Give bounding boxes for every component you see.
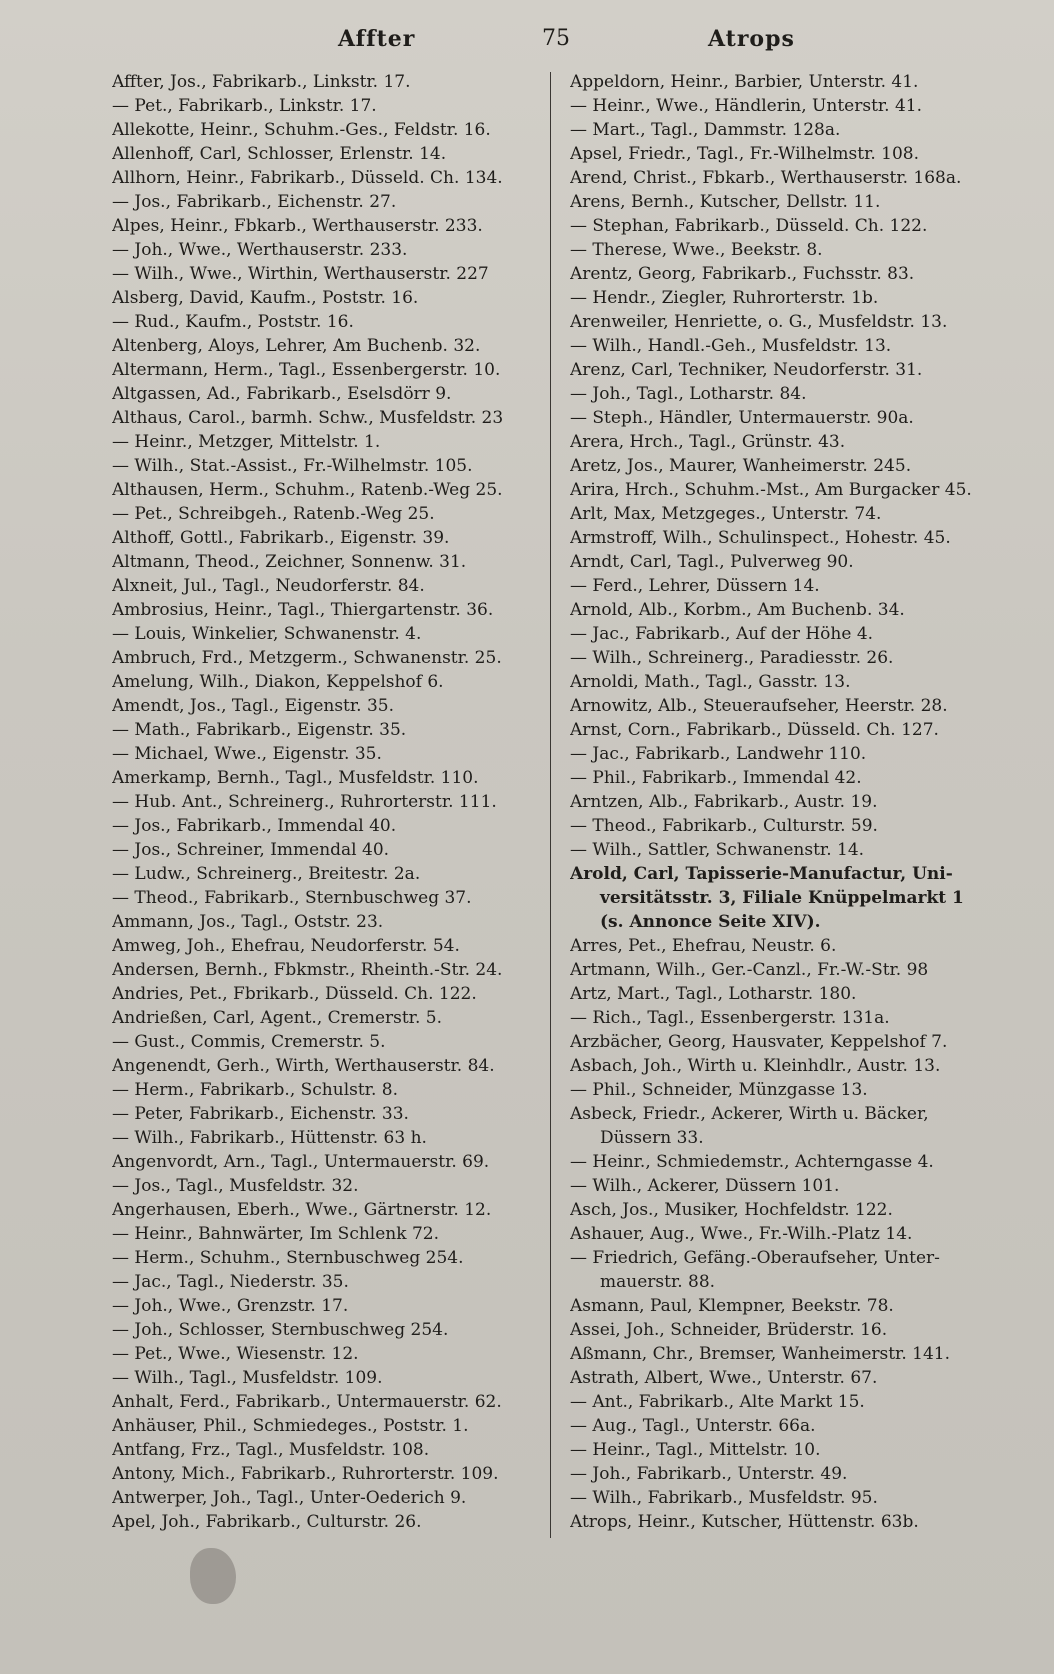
directory-entry: — Phil., Schneider, Münzgasse 13.: [570, 1080, 868, 1100]
directory-entry: Aßmann, Chr., Bremser, Wanheimerstr. 141.: [570, 1344, 950, 1364]
directory-entry: Arnst, Corn., Fabrikarb., Düsseld. Ch. 127.: [570, 720, 939, 740]
directory-entry: Althaus, Carol., barmh. Schw., Musfeldstr. 23: [112, 408, 504, 428]
directory-entry: Armstroff, Wilh., Schulinspect., Hohestr. 45.: [570, 528, 951, 548]
directory-entry: Asbeck, Friedr., Ackerer, Wirth u. Bäcker,: [570, 1104, 929, 1124]
directory-entry: Artz, Mart., Tagl., Lotharstr. 180.: [570, 984, 857, 1004]
directory-entry: Angenendt, Gerh., Wirth, Werthauserstr. 84.: [112, 1056, 495, 1076]
directory-entry: Altermann, Herm., Tagl., Essenbergerstr. 10.: [112, 360, 501, 380]
directory-entry: — Joh., Schlosser, Sternbuschweg 254.: [112, 1320, 449, 1340]
directory-entry: — Ant., Fabrikarb., Alte Markt 15.: [570, 1392, 865, 1412]
directory-entry: — Wilh., Tagl., Musfeldstr. 109.: [112, 1368, 383, 1388]
directory-entry: Atrops, Heinr., Kutscher, Hüttenstr. 63b.: [570, 1512, 919, 1532]
directory-entry: — Rich., Tagl., Essenbergerstr. 131a.: [570, 1008, 890, 1028]
directory-entry: — Wilh., Wwe., Wirthin, Werthauserstr. 227: [112, 264, 489, 284]
directory-entry: Althoff, Gottl., Fabrikarb., Eigenstr. 39.: [112, 528, 450, 548]
directory-entry: — Aug., Tagl., Unterstr. 66a.: [570, 1416, 816, 1436]
directory-entry: (s. Annonce Seite XIV).: [600, 912, 821, 932]
directory-entry: — Heinr., Schmiedemstr., Achterngasse 4.: [570, 1152, 934, 1172]
directory-entry: Arold, Carl, Tapisserie-Manufactur, Uni-: [570, 864, 953, 884]
directory-entry: — Jac., Tagl., Niederstr. 35.: [112, 1272, 349, 1292]
directory-entry: — Phil., Fabrikarb., Immendal 42.: [570, 768, 862, 788]
directory-entry: — Wilh., Schreinerg., Paradiesstr. 26.: [570, 648, 894, 668]
directory-entry: — Joh., Fabrikarb., Unterstr. 49.: [570, 1464, 848, 1484]
header-left-word: Affter: [338, 26, 416, 52]
directory-entry: Alsberg, David, Kaufm., Poststr. 16.: [112, 288, 419, 308]
directory-entry: — Hendr., Ziegler, Ruhrorterstr. 1b.: [570, 288, 879, 308]
directory-entry: — Heinr., Bahnwärter, Im Schlenk 72.: [112, 1224, 439, 1244]
directory-entry: — Joh., Tagl., Lotharstr. 84.: [570, 384, 807, 404]
directory-entry: Allekotte, Heinr., Schuhm.-Ges., Feldstr. 16.: [112, 120, 491, 140]
directory-entry: Arntzen, Alb., Fabrikarb., Austr. 19.: [570, 792, 878, 812]
directory-entry: — Friedrich, Gefäng.-Oberaufseher, Unter-: [570, 1248, 940, 1268]
directory-entry: — Jac., Fabrikarb., Landwehr 110.: [570, 744, 867, 764]
directory-entry: — Jos., Fabrikarb., Eichenstr. 27.: [112, 192, 397, 212]
directory-entry: Antony, Mich., Fabrikarb., Ruhrorterstr. 109.: [112, 1464, 499, 1484]
directory-entry: Allenhoff, Carl, Schlosser, Erlenstr. 14.: [112, 144, 447, 164]
directory-entry: Altenberg, Aloys, Lehrer, Am Buchenb. 32.: [112, 336, 481, 356]
directory-entry: Asch, Jos., Musiker, Hochfeldstr. 122.: [570, 1200, 893, 1220]
directory-entry: — Ludw., Schreinerg., Breitestr. 2a.: [112, 864, 421, 884]
directory-entry: Anhalt, Ferd., Fabrikarb., Untermauerstr. 62.: [112, 1392, 502, 1412]
directory-entry: — Joh., Wwe., Werthauserstr. 233.: [112, 240, 408, 260]
directory-entry: Antfang, Frz., Tagl., Musfeldstr. 108.: [112, 1440, 430, 1460]
directory-entry: Arndt, Carl, Tagl., Pulverweg 90.: [570, 552, 854, 572]
directory-entry: — Louis, Winkelier, Schwanenstr. 4.: [112, 624, 422, 644]
directory-entry: Anhäuser, Phil., Schmiedeges., Poststr. 1.: [112, 1416, 469, 1436]
directory-entry: — Wilh., Fabrikarb., Musfeldstr. 95.: [570, 1488, 878, 1508]
directory-entry: Affter, Jos., Fabrikarb., Linkstr. 17.: [112, 72, 411, 92]
directory-entry: Düssern 33.: [600, 1128, 704, 1148]
directory-entry: — Joh., Wwe., Grenzstr. 17.: [112, 1296, 349, 1316]
page-header: [0, 22, 1054, 56]
ink-stain: [190, 1548, 236, 1604]
left-column: [112, 70, 532, 1540]
directory-entry: Arlt, Max, Metzgeges., Unterstr. 74.: [570, 504, 882, 524]
directory-entry: Asbach, Joh., Wirth u. Kleinhdlr., Austr. 13.: [570, 1056, 941, 1076]
directory-entry: — Pet., Wwe., Wiesenstr. 12.: [112, 1344, 359, 1364]
directory-entry: Andrießen, Carl, Agent., Cremerstr. 5.: [112, 1008, 442, 1028]
directory-entry: Apel, Joh., Fabrikarb., Culturstr. 26.: [112, 1512, 422, 1532]
directory-entry: — Wilh., Stat.-Assist., Fr.-Wilhelmstr. 105.: [112, 456, 473, 476]
directory-entry: — Math., Fabrikarb., Eigenstr. 35.: [112, 720, 407, 740]
directory-entry: Angerhausen, Eberh., Wwe., Gärtnerstr. 12.: [112, 1200, 492, 1220]
directory-entry: Altmann, Theod., Zeichner, Sonnenw. 31.: [112, 552, 467, 572]
directory-entry: Arenz, Carl, Techniker, Neudorferstr. 31.: [570, 360, 923, 380]
right-column: [570, 70, 1000, 1540]
directory-entry: Andries, Pet., Fbrikarb., Düsseld. Ch. 122.: [112, 984, 477, 1004]
directory-entry: mauerstr. 88.: [600, 1272, 716, 1292]
directory-entry: — Stephan, Fabrikarb., Düsseld. Ch. 122.: [570, 216, 928, 236]
directory-entry: Arenweiler, Henriette, o. G., Musfeldstr. 13.: [570, 312, 948, 332]
directory-entry: versitätsstr. 3, Filiale Knüppelmarkt 1: [600, 888, 964, 908]
directory-entry: Arnoldi, Math., Tagl., Gasstr. 13.: [570, 672, 851, 692]
directory-entry: — Herm., Schuhm., Sternbuschweg 254.: [112, 1248, 464, 1268]
directory-entry: — Jos., Schreiner, Immendal 40.: [112, 840, 390, 860]
directory-entry: — Heinr., Metzger, Mittelstr. 1.: [112, 432, 381, 452]
directory-entry: — Jac., Fabrikarb., Auf der Höhe 4.: [570, 624, 874, 644]
directory-entry: Ammann, Jos., Tagl., Oststr. 23.: [112, 912, 384, 932]
directory-entry: — Steph., Händler, Untermauerstr. 90a.: [570, 408, 914, 428]
directory-entry: — Ferd., Lehrer, Düssern 14.: [570, 576, 820, 596]
directory-entry: — Mart., Tagl., Dammstr. 128a.: [570, 120, 841, 140]
directory-entry: — Herm., Fabrikarb., Schulstr. 8.: [112, 1080, 398, 1100]
directory-entry: — Pet., Fabrikarb., Linkstr. 17.: [112, 96, 377, 116]
directory-entry: Arentz, Georg, Fabrikarb., Fuchsstr. 83.: [570, 264, 915, 284]
directory-entry: — Wilh., Ackerer, Düssern 101.: [570, 1176, 840, 1196]
directory-entry: Asmann, Paul, Klempner, Beekstr. 78.: [570, 1296, 894, 1316]
column-divider: [550, 72, 551, 1538]
directory-entry: — Wilh., Fabrikarb., Hüttenstr. 63 h.: [112, 1128, 427, 1148]
directory-entry: Arira, Hrch., Schuhm.-Mst., Am Burgacker 45.: [570, 480, 972, 500]
directory-entry: Amendt, Jos., Tagl., Eigenstr. 35.: [112, 696, 394, 716]
directory-entry: — Wilh., Sattler, Schwanenstr. 14.: [570, 840, 865, 860]
directory-entry: Amweg, Joh., Ehefrau, Neudorferstr. 54.: [112, 936, 460, 956]
directory-entry: Andersen, Bernh., Fbkmstr., Rheinth.-Str. 24.: [112, 960, 503, 980]
directory-entry: — Theod., Fabrikarb., Sternbuschweg 37.: [112, 888, 472, 908]
directory-entry: — Jos., Fabrikarb., Immendal 40.: [112, 816, 397, 836]
directory-entry: Ambruch, Frd., Metzgerm., Schwanenstr. 25.: [112, 648, 502, 668]
directory-entry: Arzbächer, Georg, Hausvater, Keppelshof 7.: [570, 1032, 948, 1052]
directory-entry: — Gust., Commis, Cremerstr. 5.: [112, 1032, 386, 1052]
directory-entry: — Rud., Kaufm., Poststr. 16.: [112, 312, 354, 332]
directory-entry: — Heinr., Tagl., Mittelstr. 10.: [570, 1440, 821, 1460]
directory-entry: Ashauer, Aug., Wwe., Fr.-Wilh.-Platz 14.: [570, 1224, 913, 1244]
directory-entry: — Heinr., Wwe., Händlerin, Unterstr. 41.: [570, 96, 923, 116]
directory-entry: Aretz, Jos., Maurer, Wanheimerstr. 245.: [570, 456, 912, 476]
directory-entry: Althausen, Herm., Schuhm., Ratenb.-Weg 25.: [112, 480, 503, 500]
header-right-word: Atrops: [708, 26, 795, 52]
directory-entry: — Therese, Wwe., Beekstr. 8.: [570, 240, 823, 260]
directory-entry: Arres, Pet., Ehefrau, Neustr. 6.: [570, 936, 837, 956]
directory-entry: Assei, Joh., Schneider, Brüderstr. 16.: [570, 1320, 888, 1340]
directory-entry: Astrath, Albert, Wwe., Unterstr. 67.: [570, 1368, 878, 1388]
directory-entry: Artmann, Wilh., Ger.-Canzl., Fr.-W.-Str. 98: [570, 960, 929, 980]
directory-entry: Arnowitz, Alb., Steueraufseher, Heerstr. 28.: [570, 696, 948, 716]
directory-entry: Arnold, Alb., Korbm., Am Buchenb. 34.: [570, 600, 905, 620]
directory-entry: — Jos., Tagl., Musfeldstr. 32.: [112, 1176, 359, 1196]
directory-entry: Ambrosius, Heinr., Tagl., Thiergartenstr. 36.: [112, 600, 494, 620]
directory-entry: — Theod., Fabrikarb., Culturstr. 59.: [570, 816, 878, 836]
directory-entry: Apsel, Friedr., Tagl., Fr.-Wilhelmstr. 108.: [570, 144, 920, 164]
directory-entry: Allhorn, Heinr., Fabrikarb., Düsseld. Ch. 134.: [112, 168, 503, 188]
directory-entry: Amerkamp, Bernh., Tagl., Musfeldstr. 110.: [112, 768, 479, 788]
directory-entry: Altgassen, Ad., Fabrikarb., Eselsdörr 9.: [112, 384, 452, 404]
directory-entry: Angenvordt, Arn., Tagl., Untermauerstr. 69.: [112, 1152, 490, 1172]
directory-entry: Arend, Christ., Fbkarb., Werthauserstr. 168a.: [570, 168, 962, 188]
directory-entry: Antwerper, Joh., Tagl., Unter-Oederich 9.: [112, 1488, 467, 1508]
page-number: 75: [542, 26, 570, 51]
directory-entry: — Pet., Schreibgeh., Ratenb.-Weg 25.: [112, 504, 435, 524]
directory-entry: — Peter, Fabrikarb., Eichenstr. 33.: [112, 1104, 409, 1124]
directory-entry: — Hub. Ant., Schreinerg., Ruhrorterstr. 111.: [112, 792, 497, 812]
directory-entry: — Wilh., Handl.-Geh., Musfeldstr. 13.: [570, 336, 892, 356]
directory-entry: Alpes, Heinr., Fbkarb., Werthauserstr. 233.: [112, 216, 483, 236]
directory-entry: Arera, Hrch., Tagl., Grünstr. 43.: [570, 432, 846, 452]
directory-entry: Amelung, Wilh., Diakon, Keppelshof 6.: [112, 672, 444, 692]
directory-entry: — Michael, Wwe., Eigenstr. 35.: [112, 744, 382, 764]
directory-entry: Alxneit, Jul., Tagl., Neudorferstr. 84.: [112, 576, 425, 596]
directory-entry: Appeldorn, Heinr., Barbier, Unterstr. 41.: [570, 72, 919, 92]
directory-entry: Arens, Bernh., Kutscher, Dellstr. 11.: [570, 192, 881, 212]
